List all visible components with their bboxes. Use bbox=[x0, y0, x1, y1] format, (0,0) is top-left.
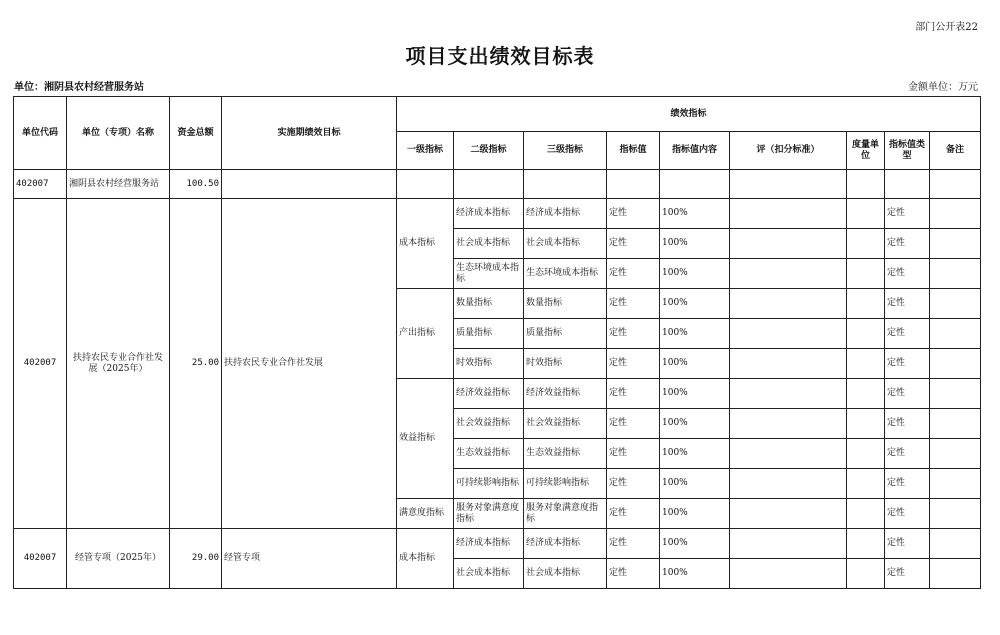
level3-indicator: 服务对象满意度指标 bbox=[524, 499, 607, 529]
amount-unit-label: 金额单位：万元 bbox=[908, 82, 978, 93]
level2-indicator: 社会成本指标 bbox=[454, 559, 524, 589]
level3-indicator: 经济成本指标 bbox=[524, 529, 607, 559]
project-funds: 25.00 bbox=[170, 199, 222, 529]
indicator-value: 定性 bbox=[607, 319, 660, 349]
indicator-value: 定性 bbox=[607, 499, 660, 529]
value-type: 定性 bbox=[885, 439, 930, 469]
value-type: 定性 bbox=[885, 319, 930, 349]
criteria-cell bbox=[730, 499, 847, 529]
level3-indicator: 可持续影响指标 bbox=[524, 469, 607, 499]
indicator-value: 定性 bbox=[607, 229, 660, 259]
table-number: 部门公开表22 bbox=[915, 22, 978, 33]
note-cell bbox=[930, 559, 981, 589]
table-row bbox=[14, 199, 981, 229]
note-cell bbox=[930, 199, 981, 229]
criteria-cell bbox=[730, 559, 847, 589]
col-measure-unit: 度量单位 bbox=[847, 132, 885, 170]
level2-indicator: 质量指标 bbox=[454, 319, 524, 349]
measure-unit-cell bbox=[847, 199, 885, 229]
criteria-cell bbox=[730, 379, 847, 409]
value-type: 定性 bbox=[885, 499, 930, 529]
criteria-cell bbox=[730, 319, 847, 349]
note-cell bbox=[930, 229, 981, 259]
col-unit-code: 单位代码 bbox=[14, 97, 67, 170]
indicator-content: 100% bbox=[660, 499, 730, 529]
note-cell bbox=[930, 499, 981, 529]
criteria-cell bbox=[730, 349, 847, 379]
measure-unit-cell bbox=[847, 349, 885, 379]
level1-indicator: 成本指标 bbox=[397, 199, 454, 289]
value-type: 定性 bbox=[885, 229, 930, 259]
level1-indicator: 满意度指标 bbox=[397, 499, 454, 529]
summary-funds: 100.50 bbox=[170, 170, 222, 199]
level1-indicator: 效益指标 bbox=[397, 379, 454, 499]
level3-indicator: 社会效益指标 bbox=[524, 409, 607, 439]
table-row bbox=[14, 529, 981, 559]
col-criteria: 评（扣分标准） bbox=[730, 132, 847, 170]
summary-name: 湘阴县农村经营服务站 bbox=[67, 170, 170, 199]
note-cell bbox=[930, 469, 981, 499]
indicator-value: 定性 bbox=[607, 469, 660, 499]
value-type: 定性 bbox=[885, 559, 930, 589]
indicator-value: 定性 bbox=[607, 439, 660, 469]
level2-indicator: 经济成本指标 bbox=[454, 199, 524, 229]
level1-indicator: 成本指标 bbox=[397, 529, 454, 589]
measure-unit-cell bbox=[847, 439, 885, 469]
level3-indicator: 生态环境成本指标 bbox=[524, 259, 607, 289]
col-unit-name: 单位（专项）名称 bbox=[67, 97, 170, 170]
note-cell bbox=[930, 409, 981, 439]
measure-unit-cell bbox=[847, 469, 885, 499]
measure-unit-cell bbox=[847, 319, 885, 349]
col-value: 指标值 bbox=[607, 132, 660, 170]
summary-row bbox=[14, 170, 981, 199]
level2-indicator: 数量指标 bbox=[454, 289, 524, 319]
note-cell bbox=[930, 259, 981, 289]
indicator-value: 定性 bbox=[607, 259, 660, 289]
level3-indicator: 经济效益指标 bbox=[524, 379, 607, 409]
indicator-content: 100% bbox=[660, 259, 730, 289]
value-type: 定性 bbox=[885, 409, 930, 439]
value-type: 定性 bbox=[885, 289, 930, 319]
criteria-cell bbox=[730, 199, 847, 229]
indicator-content: 100% bbox=[660, 529, 730, 559]
measure-unit-cell bbox=[847, 409, 885, 439]
note-cell bbox=[930, 529, 981, 559]
criteria-cell bbox=[730, 259, 847, 289]
level2-indicator: 时效指标 bbox=[454, 349, 524, 379]
level3-indicator: 时效指标 bbox=[524, 349, 607, 379]
criteria-cell bbox=[730, 439, 847, 469]
indicator-content: 100% bbox=[660, 319, 730, 349]
level1-indicator: 产出指标 bbox=[397, 289, 454, 379]
page-title: 项目支出绩效目标表 bbox=[405, 44, 595, 68]
note-cell bbox=[930, 349, 981, 379]
value-type: 定性 bbox=[885, 379, 930, 409]
measure-unit-cell bbox=[847, 379, 885, 409]
level3-indicator: 经济成本指标 bbox=[524, 199, 607, 229]
project-funds: 29.00 bbox=[170, 529, 222, 589]
level2-indicator: 经济效益指标 bbox=[454, 379, 524, 409]
indicator-value: 定性 bbox=[607, 559, 660, 589]
level2-indicator: 经济成本指标 bbox=[454, 529, 524, 559]
indicator-value: 定性 bbox=[607, 379, 660, 409]
indicator-value: 定性 bbox=[607, 529, 660, 559]
project-code: 402007 bbox=[14, 199, 67, 529]
col-level3: 三级指标 bbox=[524, 132, 607, 170]
indicator-value: 定性 bbox=[607, 409, 660, 439]
note-cell bbox=[930, 379, 981, 409]
level3-indicator: 社会成本指标 bbox=[524, 559, 607, 589]
note-cell bbox=[930, 289, 981, 319]
project-goal: 经管专项 bbox=[222, 529, 397, 589]
col-value-type: 指标值类型 bbox=[885, 132, 930, 170]
col-note: 备注 bbox=[930, 132, 981, 170]
value-type: 定性 bbox=[885, 469, 930, 499]
project-name: 经管专项（2025年） bbox=[67, 529, 170, 589]
criteria-cell bbox=[730, 229, 847, 259]
indicator-content: 100% bbox=[660, 349, 730, 379]
value-type: 定性 bbox=[885, 199, 930, 229]
project-code: 402007 bbox=[14, 529, 67, 589]
measure-unit-cell bbox=[847, 559, 885, 589]
project-name: 扶持农民专业合作社发展（2025年） bbox=[67, 199, 170, 529]
indicator-value: 定性 bbox=[607, 199, 660, 229]
measure-unit-cell bbox=[847, 529, 885, 559]
indicator-content: 100% bbox=[660, 559, 730, 589]
col-goal: 实施期绩效目标 bbox=[222, 97, 397, 170]
level2-indicator: 生态效益指标 bbox=[454, 439, 524, 469]
indicator-content: 100% bbox=[660, 379, 730, 409]
project-goal: 扶持农民专业合作社发展 bbox=[222, 199, 397, 529]
level3-indicator: 社会成本指标 bbox=[524, 229, 607, 259]
indicator-content: 100% bbox=[660, 199, 730, 229]
indicator-content: 100% bbox=[660, 469, 730, 499]
indicator-content: 100% bbox=[660, 229, 730, 259]
note-cell bbox=[930, 439, 981, 469]
measure-unit-cell bbox=[847, 229, 885, 259]
criteria-cell bbox=[730, 289, 847, 319]
unit-label: 单位：湘阴县农村经营服务站 bbox=[14, 82, 144, 93]
level2-indicator: 服务对象满意度指标 bbox=[454, 499, 524, 529]
value-type: 定性 bbox=[885, 529, 930, 559]
level2-indicator: 社会成本指标 bbox=[454, 229, 524, 259]
summary-code: 402007 bbox=[14, 170, 67, 199]
value-type: 定性 bbox=[885, 349, 930, 379]
note-cell bbox=[930, 319, 981, 349]
performance-table bbox=[13, 96, 981, 589]
indicator-content: 100% bbox=[660, 409, 730, 439]
indicator-content: 100% bbox=[660, 439, 730, 469]
measure-unit-cell bbox=[847, 289, 885, 319]
col-total-funds: 资金总额 bbox=[170, 97, 222, 170]
criteria-cell bbox=[730, 469, 847, 499]
value-type: 定性 bbox=[885, 259, 930, 289]
measure-unit-cell bbox=[847, 499, 885, 529]
indicator-value: 定性 bbox=[607, 289, 660, 319]
level3-indicator: 质量指标 bbox=[524, 319, 607, 349]
indicator-content: 100% bbox=[660, 289, 730, 319]
indicator-value: 定性 bbox=[607, 349, 660, 379]
measure-unit-cell bbox=[847, 259, 885, 289]
level3-indicator: 数量指标 bbox=[524, 289, 607, 319]
criteria-cell bbox=[730, 529, 847, 559]
level2-indicator: 生态环境成本指标 bbox=[454, 259, 524, 289]
level2-indicator: 社会效益指标 bbox=[454, 409, 524, 439]
criteria-cell bbox=[730, 409, 847, 439]
col-content: 指标值内容 bbox=[660, 132, 730, 170]
col-perf-group: 绩效指标 bbox=[397, 97, 981, 132]
col-level2: 二级指标 bbox=[454, 132, 524, 170]
level3-indicator: 生态效益指标 bbox=[524, 439, 607, 469]
col-level1: 一级指标 bbox=[397, 132, 454, 170]
level2-indicator: 可持续影响指标 bbox=[454, 469, 524, 499]
